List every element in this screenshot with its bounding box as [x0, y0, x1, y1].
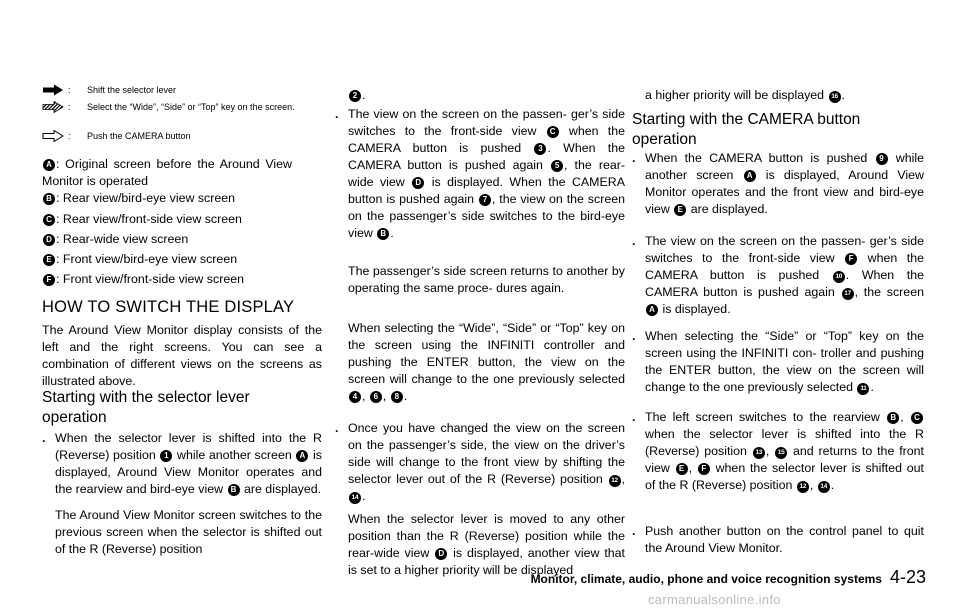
bullet: . [335, 421, 339, 435]
callout-11: 11 [857, 383, 869, 395]
callout-17: 17 [842, 288, 854, 300]
legend-text: Shift the selector lever [87, 85, 177, 95]
camera-item-3: . When selecting the “Side” or “Top” key on the screen using the INFINITI con- troller and pushing the ENTER button, the view on the screen will change to the one previously selected 11 . [632, 329, 924, 394]
bullet: . [632, 524, 636, 538]
hatched-arrow-icon [42, 101, 64, 113]
callout-6: 6 [370, 391, 382, 403]
solid-arrow-icon [42, 84, 64, 96]
legend-text: Push the CAMERA button [87, 131, 191, 141]
callout-10: 10 [833, 271, 845, 283]
screen-ref-f: F [698, 463, 710, 475]
screen-ref-f: F [845, 253, 857, 265]
subheading-selector-lever: Starting with the selector lever operation [42, 389, 250, 426]
callout-14: 14 [349, 492, 361, 504]
camera-item-2: . The view on the screen on the passen- ger’s side switches to the front-side view F when the CAMERA button is pushed 10 . When the CAMERA button is pushed again 17 , the screen A is displayed. [632, 234, 925, 316]
outline-arrow-icon [42, 130, 64, 142]
screen-ref-b: B [887, 412, 899, 424]
screen-item-e: E : Front view/bird-eye view screen [42, 251, 327, 268]
selector-item-2-keys: When selecting the “Wide”, “Side” or “Top” key on the screen using the INFINITI controller and pushing the ENTER button, the view on the screen will change to the one previously selected 4 , 6 , 8 . [348, 321, 625, 403]
selector-item-1: . When the selector lever is shifted into the R (Reverse) position 1 while another screen A is displayed, Around View Monitor operates and the rearview and bird-eye view B are displayed. [42, 431, 322, 496]
bullet: . [632, 410, 636, 424]
screen-ref-c: C [43, 214, 55, 226]
camera-item-1: . When the CAMERA button is pushed 9 while another screen A is displayed, Around View Monitor operates and the front view and bird-eye view E are displayed. [632, 151, 925, 216]
watermark: carmanualsonline.info [648, 592, 781, 607]
legend-text: Select the “Wide”, “Side” or “Top” key on the screen. [87, 102, 295, 112]
screen-ref-b: B [228, 484, 240, 496]
callout-5: 5 [551, 160, 563, 172]
callout-13: 13 [753, 447, 765, 459]
page-footer [520, 567, 926, 588]
selector-item-3-end: a higher priority will be displayed 16 . [645, 88, 845, 102]
screen-ref-a: A [296, 450, 308, 462]
callout-2: 2 [349, 90, 361, 102]
screen-item-d: D : Rear-wide view screen [42, 231, 327, 248]
selector-item-1-end: 2 . [335, 87, 625, 104]
callout-12: 12 [609, 475, 621, 487]
screen-ref-b: B [377, 228, 389, 240]
screen-ref-e: E [674, 204, 686, 216]
section-heading-switch: HOW TO SWITCH THE DISPLAY [42, 298, 295, 316]
page-number: 4-23 [889, 567, 926, 587]
camera-item-4: . The left screen switches to the rearview B , C when the selector lever is shifted into the R (Reverse) position 13 , 15 and returns to the front view E , F when the selector lever is shifted out of the R (Reverse) position 12 , 14 . [632, 410, 924, 492]
selector-item-3-note: When the selector lever is moved to any other position than the R (Reverse) position while the rear-wide view D is displayed, another view that is set to a higher priority will be displayed [348, 512, 625, 577]
screen-ref-c: C [547, 126, 559, 138]
bullet: . [335, 107, 339, 121]
screen-ref-a: A [744, 170, 756, 182]
screen-ref-a: A [43, 159, 55, 171]
bullet: . [632, 329, 636, 343]
screen-ref-d: D [435, 548, 447, 560]
switch-intro: The Around View Monitor display consists of the left and the right screens. You can see a combination of different views on the screens as illustrated above. [42, 323, 322, 388]
screen-ref-f: F [43, 274, 55, 286]
callout-4: 4 [349, 391, 361, 403]
callout-14: 14 [818, 481, 830, 493]
screen-ref-b: B [43, 193, 55, 205]
screen-ref-d: D [43, 234, 55, 246]
screen-item-f: F : Front view/front-side view screen [42, 271, 327, 288]
screen-item-c: C : Rear view/front-side view screen [42, 211, 327, 228]
screen-item-a: A : Original screen before the Around View Monitor is operated [42, 157, 292, 188]
selector-item-1-continuation: The Around View Monitor screen switches to the previous screen when the selector is shifted out of the R (Reverse) position [55, 508, 322, 556]
screen-ref-e: E [43, 254, 55, 266]
selector-item-2: . The view on the screen on the passen- ger’s side switches to the front-side view C when the CAMERA button is pushed 3 . When the CAMERA button is pushed again 5 , the rear-wide view D is displayed. When the CAMERA button is pushed again 7 , the view on the screen on the passenger’s side switches to the bird-eye view B . [335, 107, 626, 240]
callout-7: 7 [479, 194, 491, 206]
bullet: . [42, 431, 46, 445]
callout-9: 9 [876, 153, 888, 165]
callout-8: 8 [391, 391, 403, 403]
bullet: . [632, 234, 636, 248]
subheading-camera-button: Starting with the CAMERA button operation [632, 111, 861, 148]
callout-16: 16 [829, 91, 841, 103]
selector-item-2-note: The passenger’s side screen returns to another by operating the same proce- dures again. [348, 264, 625, 295]
callout-12: 12 [797, 481, 809, 493]
callout-3: 3 [534, 143, 546, 155]
bullet: . [632, 151, 636, 165]
screen-ref-c: C [911, 412, 923, 424]
screen-ref-a: A [646, 304, 658, 316]
camera-item-5: . Push another button on the control panel to quit the Around View Monitor. [632, 524, 924, 555]
footer-section-title: Monitor, climate, audio, phone and voice recognition systems [530, 572, 882, 586]
callout-1: 1 [160, 450, 172, 462]
screen-ref-d: D [412, 177, 424, 189]
screen-ref-e: E [676, 463, 688, 475]
selector-item-3: . Once you have changed the view on the screen on the passenger’s side, the view on the driver’s side will change to the front view by shifting the selector lever out of the R (Reverse) position 12 , 14 . [335, 421, 625, 503]
callout-15: 15 [775, 447, 787, 459]
screen-item-b: B : Rear view/bird-eye view screen [42, 190, 327, 207]
